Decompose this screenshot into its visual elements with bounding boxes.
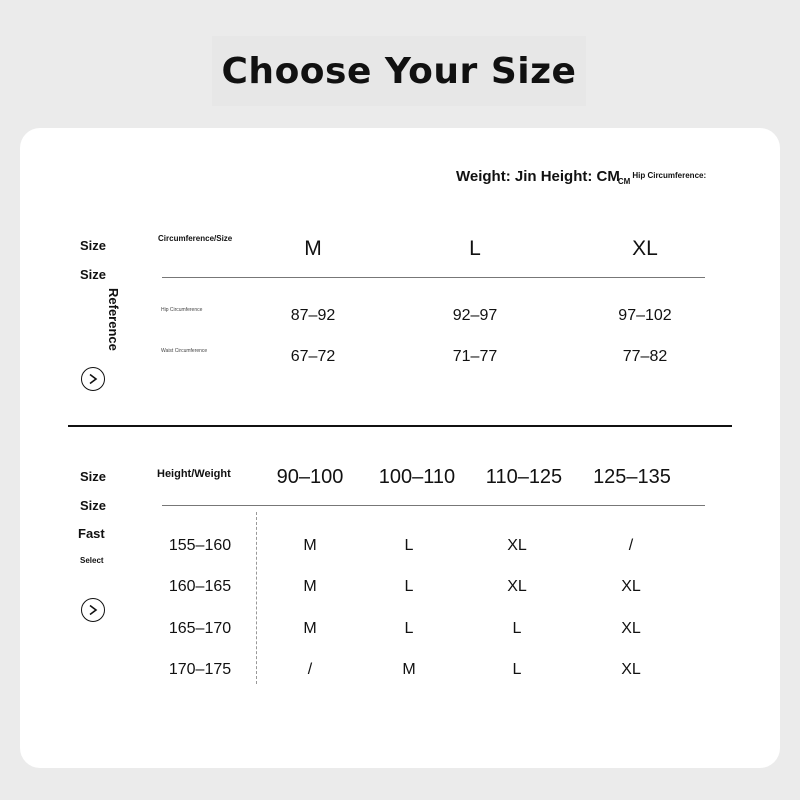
fast-column-divider: [256, 512, 257, 684]
size-header-m: M: [304, 237, 322, 260]
units-hip: Hip Circumference:: [632, 171, 707, 180]
fast-cell-3-2: L: [404, 620, 414, 637]
weight-header-4: 125–135: [593, 466, 671, 488]
fast-side-label-1: Size: [80, 469, 107, 484]
fast-side-label-3: Fast: [78, 526, 105, 541]
ref-hip-l: 92–97: [452, 307, 498, 324]
section-divider: [68, 425, 732, 427]
fast-cell-2-1: M: [303, 578, 317, 595]
ref-waist-xl: 77–82: [622, 348, 668, 365]
fast-cell-3-1: M: [303, 620, 317, 637]
fast-header-rule: [162, 505, 705, 506]
fast-cell-3-3: L: [512, 620, 522, 637]
fast-side-label-4: Select: [80, 556, 104, 565]
fast-corner-label: Height/Weight: [157, 468, 231, 480]
fast-cell-3-4: XL: [621, 620, 641, 637]
chevron-right-icon[interactable]: [81, 598, 105, 622]
ref-header-rule: [162, 277, 705, 278]
ref-corner-label: Circumference/Size: [158, 234, 233, 243]
weight-header-3: 110–125: [485, 466, 563, 488]
weight-header-2: 100–110: [378, 466, 456, 488]
fast-cell-1-4: /: [628, 537, 634, 554]
fast-cell-1-1: M: [303, 537, 317, 554]
units-main: Weight: Jin Height: CM: [456, 168, 620, 185]
size-chart-card: [20, 128, 780, 768]
height-row-3: 165–170: [168, 620, 232, 637]
units-cm: CM: [617, 177, 631, 186]
size-header-xl: XL: [632, 237, 658, 260]
fast-cell-1-2: L: [404, 537, 414, 554]
ref-side-vertical: Reference: [106, 288, 121, 351]
ref-row-label-waist: Waist Circumference: [161, 348, 208, 354]
title-banner: [212, 36, 586, 106]
height-row-1: 155–160: [168, 537, 232, 554]
fast-cell-4-3: L: [512, 661, 522, 678]
units-note: [456, 168, 706, 185]
ref-hip-m: 87–92: [290, 307, 336, 324]
ref-hip-xl: 97–102: [618, 307, 672, 324]
fast-cell-1-3: XL: [507, 537, 527, 554]
ref-side-label-1: Size: [80, 238, 107, 253]
size-header-l: L: [469, 237, 481, 260]
ref-side-label-2: Size: [80, 267, 107, 282]
ref-row-label-hip: Hip Circumference: [161, 307, 203, 313]
fast-cell-2-2: L: [404, 578, 414, 595]
fast-cell-4-4: XL: [621, 661, 641, 678]
fast-cell-2-4: XL: [621, 578, 641, 595]
ref-waist-l: 71–77: [452, 348, 498, 365]
height-row-2: 160–165: [168, 578, 232, 595]
chevron-right-icon[interactable]: [81, 367, 105, 391]
fast-side-label-2: Size: [80, 498, 107, 513]
fast-cell-2-3: XL: [507, 578, 527, 595]
height-row-4: 170–175: [168, 661, 232, 678]
fast-cell-4-2: M: [402, 661, 416, 678]
fast-cell-4-1: /: [307, 661, 313, 678]
weight-header-1: 90–100: [276, 466, 344, 488]
page-title: Choose Your Size: [221, 50, 577, 92]
ref-waist-m: 67–72: [290, 348, 336, 365]
